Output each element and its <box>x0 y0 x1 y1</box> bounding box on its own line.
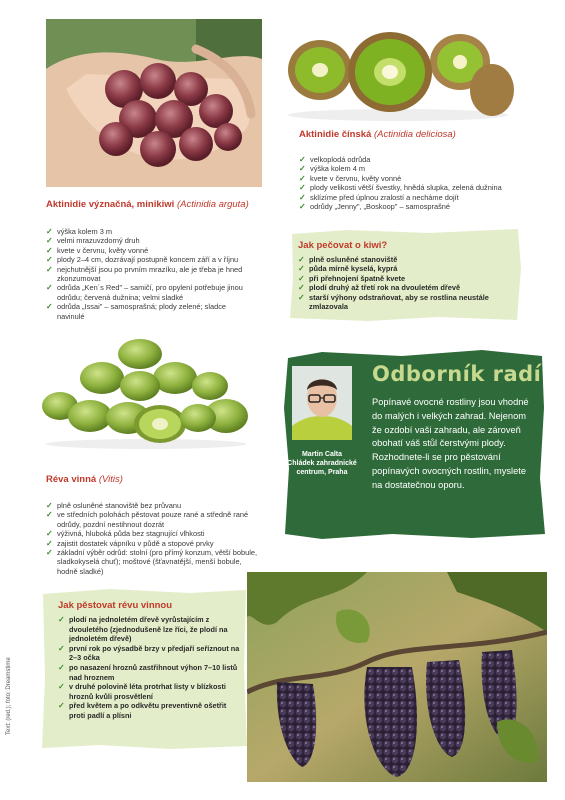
grape-list <box>46 501 264 576</box>
list-item: ✓ před květem a po odkvětu preventivně ošetřit proti padlí a plísni <box>58 701 242 720</box>
list-item: ✓ nejchutnější jsou po prvním mrazíku, ale je třeba je hned zkonzumovat <box>46 265 248 284</box>
list-item: ✓ v druhé polovině léta protrhat listy v blízkosti hroznů kvůli prosvětlení <box>58 682 242 701</box>
list-item: ✓ výška kolem 3 m <box>46 227 248 236</box>
list-item: ✓ půda mírně kyselá, kyprá <box>298 264 514 273</box>
grapes-photo <box>247 572 547 782</box>
list-item: ✓ plně osluněné stanoviště <box>298 255 514 264</box>
list-item: ✓ velkoplodá odrůda <box>299 155 539 164</box>
list-item: ✓ plodí na jednoletém dřevě vyrůstajícím z dvouletého (zjednodušeně lze říci, že plodí na jednoletém dřevě) <box>58 615 242 644</box>
list-item: ✓ zajistit dostatek vápníku v půdě a stopové prvky <box>46 539 264 548</box>
kiwi-care-title: Jak pečovat o kiwi? <box>298 240 388 251</box>
photo-credit: Text: (red.); foto: Dreamstime <box>6 657 12 735</box>
kiwi-photo <box>282 20 514 122</box>
list-item: ✓ první rok po výsadbě brzy v předjaří seříznout na 2–3 očka <box>58 644 242 663</box>
list-item: ✓ plně osluněné stanoviště bez průvanu <box>46 501 264 510</box>
list-item: ✓ odrůda „Ken´s Red" – samičí, pro opylení potřebuje jinou odrůdu; červená dužnina; velmi sladké <box>46 283 248 302</box>
list-item: ✓ odrůda „Issai" – samosprašná; plody zelené; sladce navinulé <box>46 302 248 321</box>
minikiwi-hand-photo <box>46 19 262 187</box>
expert-heading: Odborník radí <box>372 362 542 386</box>
kiwi-chinese-title: Aktinidie čínská (Actinidia deliciosa) <box>299 129 456 140</box>
kiwi-mini-title: Aktinidie význačná, minikiwi (Actinidia arguta) <box>46 199 249 210</box>
grape-care-box <box>40 588 248 750</box>
list-item: ✓ plodí druhý až třetí rok na dvouletém dřevě <box>298 283 514 292</box>
list-item: ✓ starší výhony odstraňovat, aby se rostlina neustále zmlazovala <box>298 293 514 312</box>
list-item: ✓ výživná, hluboká půda bez stagnující vlhkosti <box>46 529 264 538</box>
kiwi-mini-list <box>46 227 248 321</box>
list-item: ✓ plody velikosti větší švestky, hnědá slupka, zelená dužnina <box>299 183 539 192</box>
list-item: ✓ kvete v červnu, květy vonné <box>46 246 248 255</box>
list-item: ✓ kvete v červnu, květy vonné <box>299 174 539 183</box>
list-item: ✓ odrůdy „Jenny", „Boskoop" – samosprašné <box>299 202 539 211</box>
expert-box <box>282 348 546 540</box>
list-item: ✓ základní výběr odrůd: stolní (pro přímý konzum, větší bobule, sladkokyselá chuť); moštové (šťavnatější, menší bobule, hodně sladké) <box>46 548 264 576</box>
list-item: ✓ po nasazení hroznů zastřihnout výhon 7–10 listů nad hroznem <box>58 663 242 682</box>
expert-text: Popínavé ovocné rostliny jsou vhodné do malých i velkých zahrad. Nejenom že ozdobí vaši zahradu, ale zároveň obohatí váš stůl čerstvými plody. Rozhodnete-li se pro pěstování popínavých ovocných rostlin, myslete na dostatečnou oporu. <box>372 397 529 490</box>
list-item: ✓ sklízíme před úplnou zralostí a necháme dojít <box>299 193 539 202</box>
list-item: ✓ výška kolem 4 m <box>299 164 539 173</box>
expert-name: Martin Calta Chládek zahradnické centrum, Praha <box>287 451 357 476</box>
kiwi-care-box <box>288 228 522 322</box>
list-item: ✓ velmi mrazuvzdorný druh <box>46 236 248 245</box>
grape-care-list <box>58 615 242 721</box>
list-item: ✓ ve středních polohách pěstovat pouze rané a středně rané odrůdy, pozdní nestihnout dozrát <box>46 510 264 529</box>
list-item: ✓ plody 2–4 cm, dozrávají postupně koncem září a v říjnu <box>46 255 248 264</box>
list-item: ✓ při přehnojení špatně kvete <box>298 274 514 283</box>
kiwi-care-list <box>298 255 514 311</box>
grape-title: Réva vinná (Vitis) <box>46 474 123 485</box>
expert-portrait <box>292 366 352 440</box>
kiwi-chinese-list <box>299 155 539 211</box>
green-minikiwi-photo <box>30 338 262 450</box>
grape-care-title: Jak pěstovat révu vinnou <box>58 600 173 611</box>
